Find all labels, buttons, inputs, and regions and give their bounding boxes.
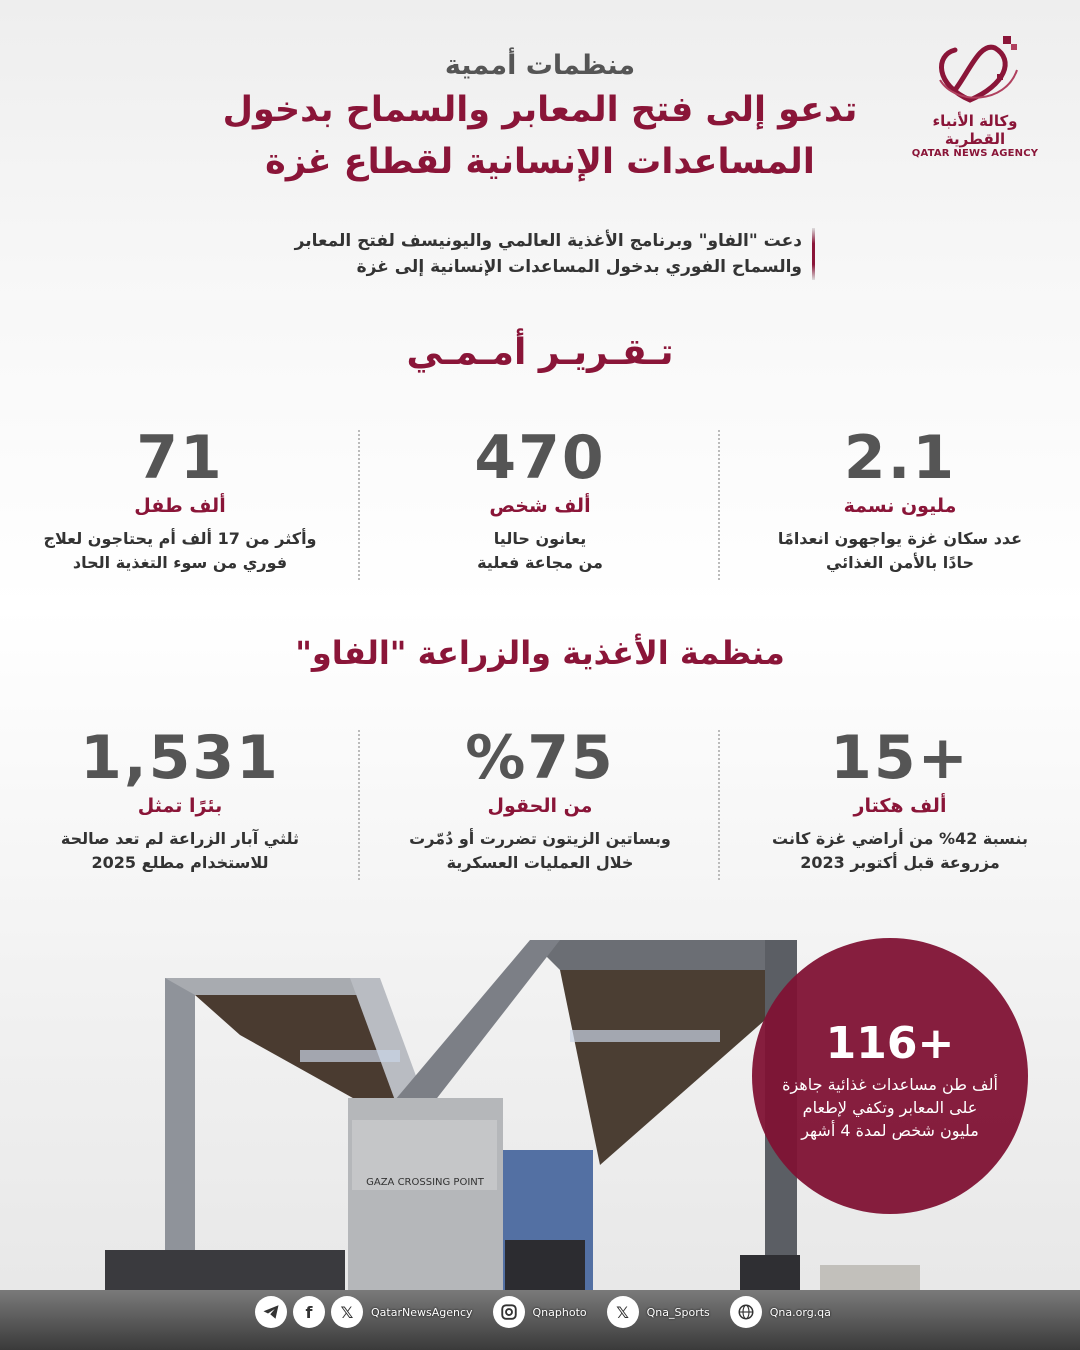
brand-name-en: QATAR NEWS AGENCY bbox=[911, 148, 1039, 159]
stat-number: 2.1 bbox=[843, 423, 957, 493]
header-title-line1: تدعو إلى فتح المعابر والسماح بدخول bbox=[222, 90, 858, 130]
stat-desc-line2: من مجاعة فعلية bbox=[477, 553, 603, 572]
highlight-line2: على المعابر وتكفي لإطعام bbox=[802, 1098, 978, 1117]
accent-bar bbox=[812, 228, 815, 280]
stat-desc-line2: حادًا بالأمن الغذائي bbox=[825, 553, 975, 572]
stat-desc-line2: فوري من سوء التغذية الحاد bbox=[72, 553, 288, 572]
stat-desc-line2: خلال العمليات العسكرية bbox=[446, 853, 634, 872]
x-icon[interactable]: 𝕏 bbox=[331, 1296, 363, 1328]
social-footer bbox=[255, 1295, 845, 1329]
handle-qna-sports[interactable]: Qna_Sports bbox=[646, 1305, 710, 1319]
stat-number: 1,531 bbox=[80, 723, 280, 793]
stat-unit: ألف طفل bbox=[134, 495, 226, 517]
section-title-fao: منظمة الأغذية والزراعة "الفاو" bbox=[295, 634, 785, 672]
highlight-number: 116+ bbox=[825, 1018, 955, 1069]
section-title-un-report: تـقـريـر أمـمـي bbox=[406, 332, 674, 373]
x-icon[interactable]: 𝕏 bbox=[607, 1296, 639, 1328]
stat-desc bbox=[720, 527, 1080, 575]
stat-number: 470 bbox=[474, 423, 606, 493]
telegram-icon[interactable] bbox=[255, 1296, 287, 1328]
handle-qnaphoto[interactable]: Qnaphoto bbox=[532, 1305, 587, 1319]
stat-desc-line1: ثلثي آبار الزراعة لم تعد صالحة bbox=[60, 829, 300, 848]
brand-name-ar: وكالة الأنباء القطرية bbox=[932, 112, 1018, 148]
stat-desc-line2: للاستخدام مطلع 2025 bbox=[91, 853, 269, 872]
highlight-line3: مليون شخص لمدة 4 أشهر bbox=[801, 1121, 979, 1140]
stat-desc bbox=[360, 527, 720, 575]
stat-unit: مليون نسمة bbox=[843, 495, 957, 517]
stat-hectares bbox=[720, 725, 1080, 885]
stat-desc bbox=[0, 527, 360, 575]
stat-desc bbox=[0, 827, 360, 875]
qna-emblem-icon bbox=[925, 30, 1025, 110]
header-title-line2: المساعدات الإنسانية لقطاع غزة bbox=[265, 142, 815, 182]
handle-website[interactable]: Qna.org.qa bbox=[769, 1305, 831, 1319]
intro-line1: دعت "الفاو" وبرنامج الأغذية العالمي واليونيسف لفتح المعابر bbox=[294, 231, 802, 251]
stat-desc-line1: عدد سكان غزة يواجهون انعدامًا bbox=[777, 529, 1023, 548]
stat-population bbox=[720, 425, 1080, 585]
stat-desc-line1: يعانون حاليا bbox=[493, 529, 587, 548]
stat-unit: من الحقول bbox=[487, 795, 593, 817]
intro-line2: والسماح الفوري بدخول المساعدات الإنسانية إلى غزة bbox=[356, 257, 802, 277]
stat-desc bbox=[360, 827, 720, 875]
header-kicker: منظمات أممية bbox=[444, 50, 636, 81]
qna-logo bbox=[900, 30, 1050, 159]
stat-wells bbox=[0, 725, 360, 885]
stat-desc-line1: وأكثر من 17 ألف أم يحتاجون لعلاج bbox=[43, 529, 317, 548]
instagram-icon[interactable] bbox=[493, 1296, 525, 1328]
stat-desc-line1: وبساتين الزيتون تضررت أو دُمّرت bbox=[409, 829, 671, 848]
globe-icon[interactable] bbox=[730, 1296, 762, 1328]
stat-desc bbox=[720, 827, 1080, 875]
highlight-line1: ألف طن مساعدات غذائية جاهزة bbox=[782, 1075, 998, 1094]
stats-row-fao bbox=[0, 725, 1080, 885]
gate-sign-text: GAZA CROSSING POINT bbox=[366, 1177, 484, 1188]
stat-unit: ألف شخص bbox=[489, 495, 591, 517]
stat-number: 71 bbox=[136, 423, 224, 493]
stat-fields bbox=[360, 725, 720, 885]
stat-unit: ألف هكتار bbox=[853, 795, 947, 817]
stat-unit: بئرًا تمثل bbox=[137, 795, 223, 817]
intro bbox=[240, 228, 815, 280]
header bbox=[200, 50, 880, 185]
stat-children bbox=[0, 425, 360, 585]
stat-desc-line1: بنسبة 42% من أراضي غزة كانت bbox=[772, 829, 1028, 848]
stat-number: 15+ bbox=[830, 723, 970, 793]
handle-qatarnewsagency[interactable]: QatarNewsAgency bbox=[371, 1305, 473, 1319]
stat-desc-line2: مزروعة قبل أكتوبر 2023 bbox=[800, 853, 1000, 872]
stat-famine bbox=[360, 425, 720, 585]
highlight-desc bbox=[752, 1073, 1028, 1142]
highlight-circle bbox=[752, 938, 1028, 1214]
stats-row-un-report bbox=[0, 425, 1080, 585]
stat-number: %75 bbox=[465, 723, 615, 793]
facebook-icon[interactable]: f bbox=[293, 1296, 325, 1328]
